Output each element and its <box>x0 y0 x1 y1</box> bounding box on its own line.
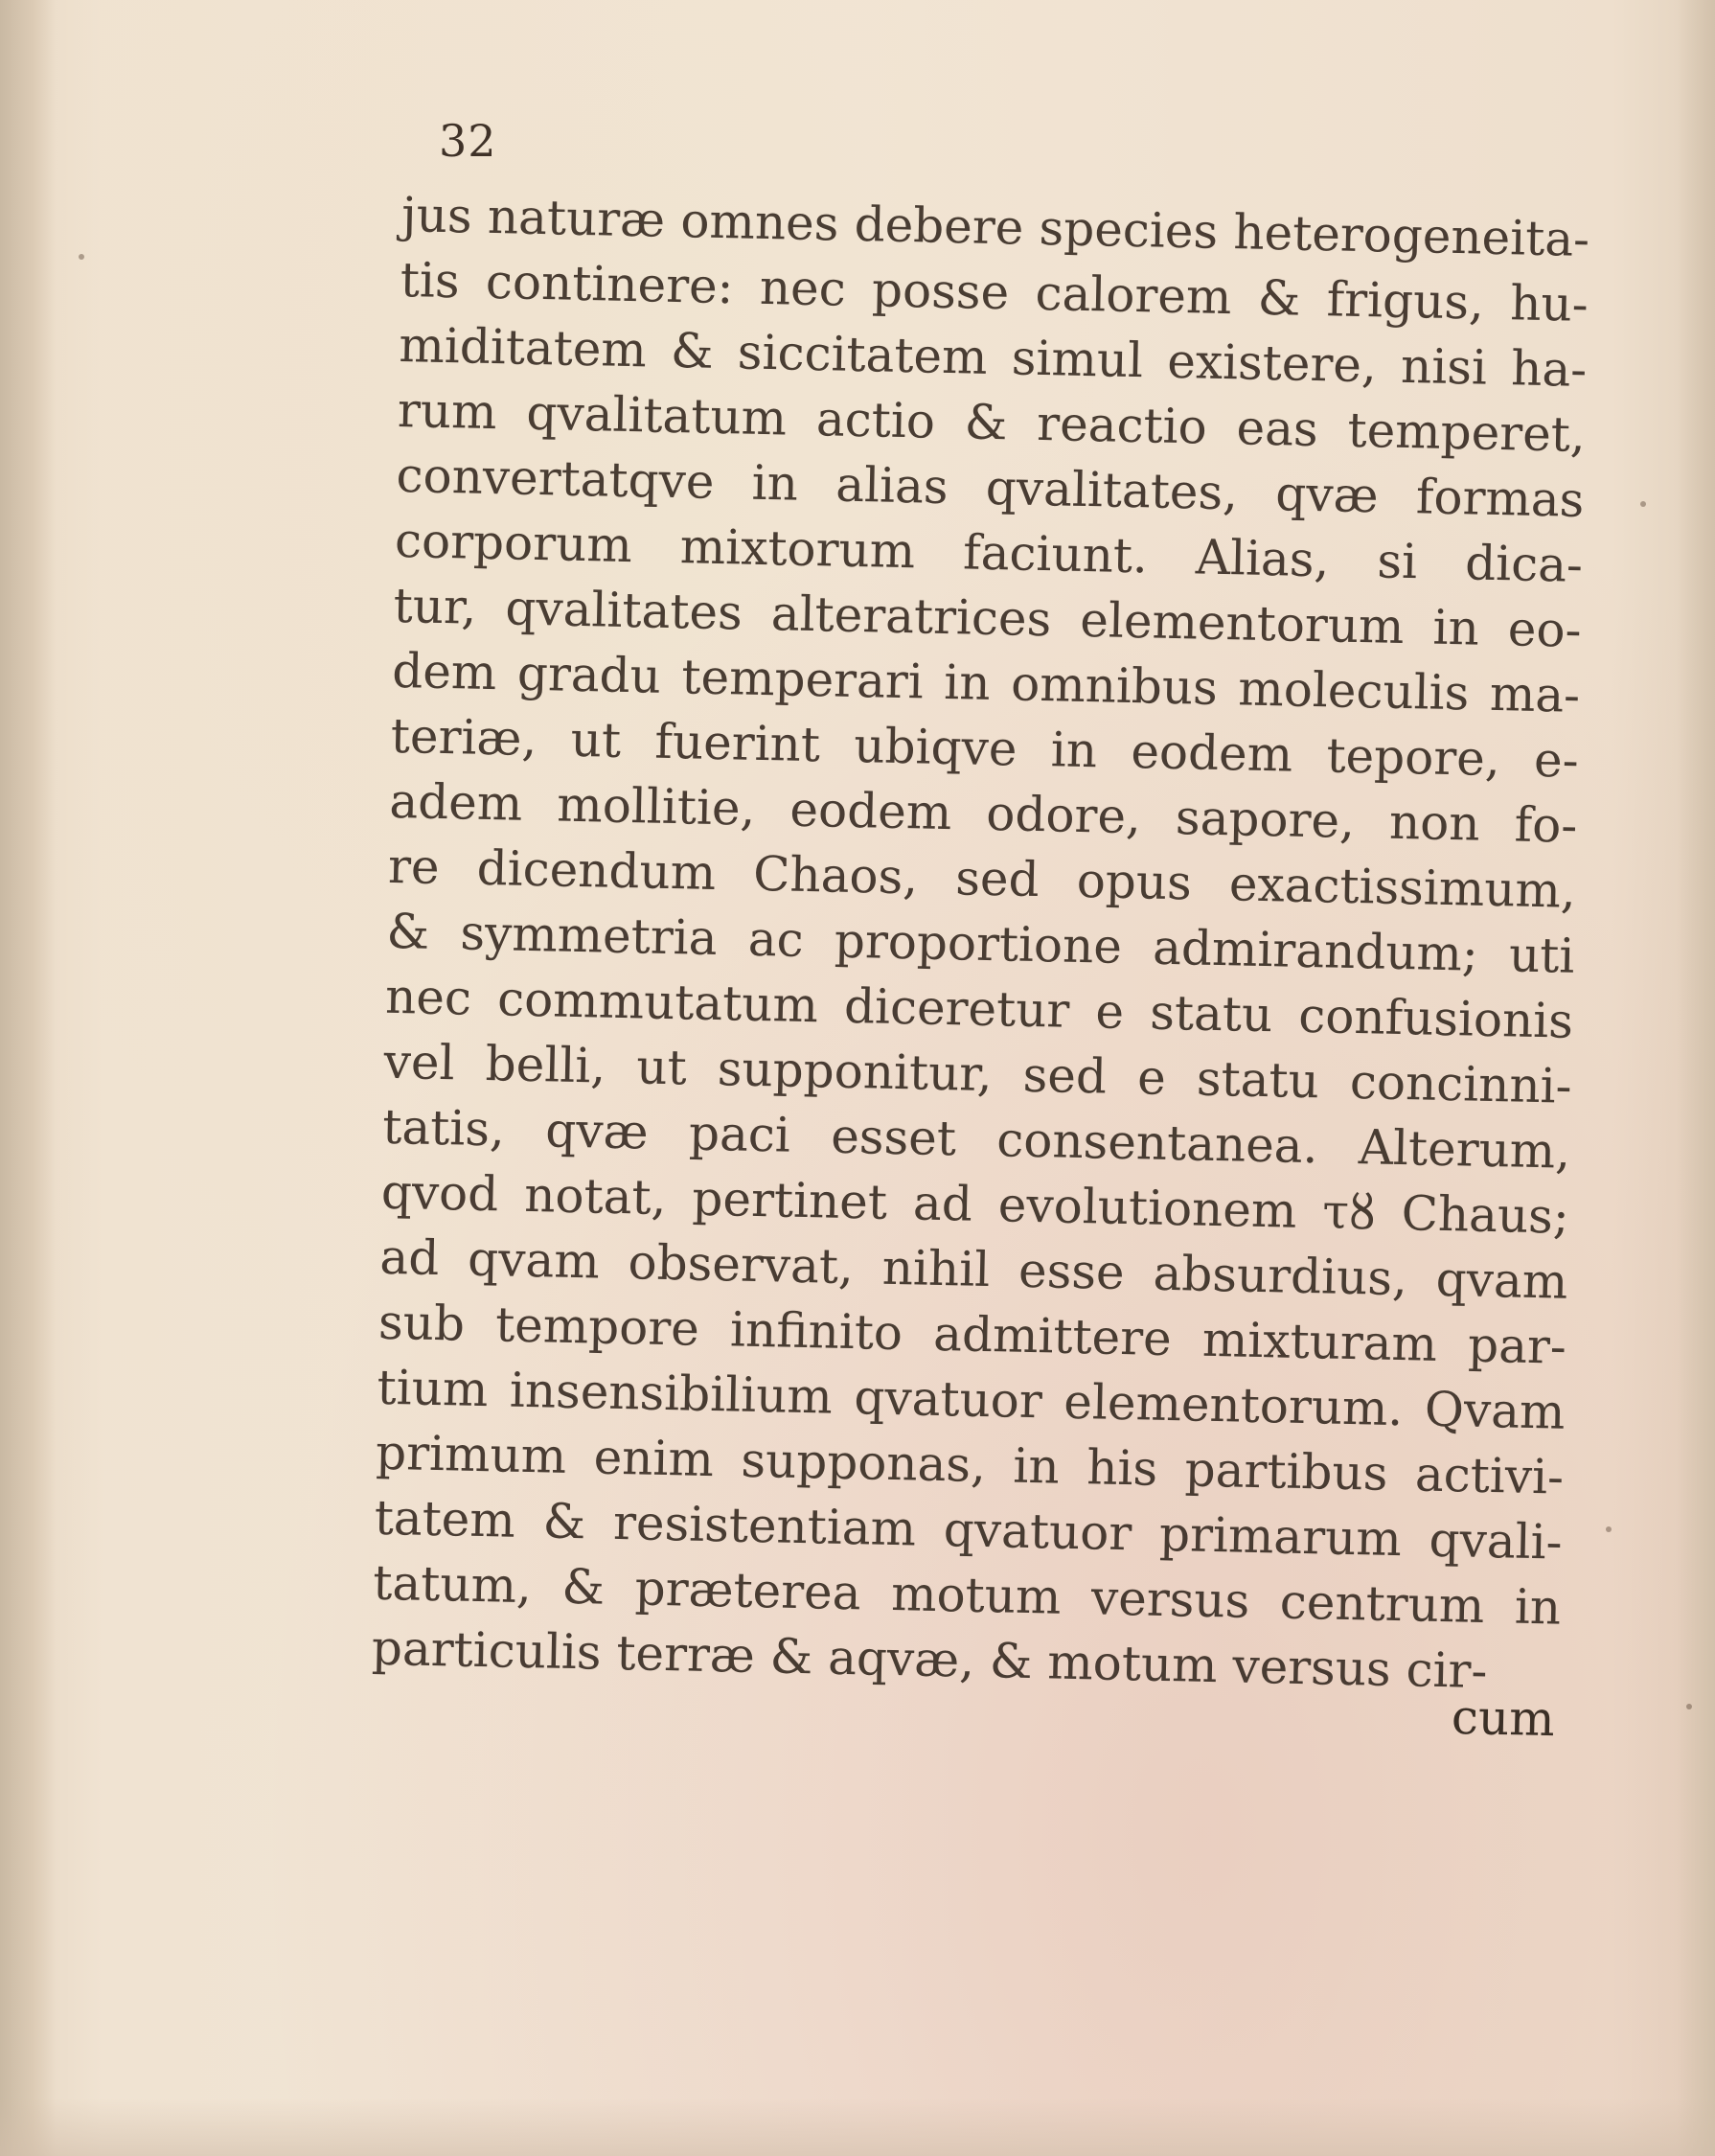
text-line: ad qvam observat, nihil esse absurdius, qvam <box>378 1228 1568 1310</box>
text-line: miditatem & siccitatem simul existere, nisi ha- <box>398 316 1588 398</box>
text-line: tis continere: nec posse calorem & frigus, hu- <box>400 251 1589 333</box>
text-line: sub tempore infinito admittere mixturam par- <box>377 1294 1567 1375</box>
paper-speck <box>1686 1704 1692 1709</box>
text-line: particulis terræ & aqvæ, & motum versus cir- <box>371 1619 1488 1700</box>
body-text <box>371 182 1589 1706</box>
text-line: dem gradu temperari in omnibus moleculis ma- <box>391 642 1581 723</box>
page-gutter-edge <box>0 0 56 2156</box>
text-line: tatum, & præterea motum versus centrum in <box>372 1554 1562 1636</box>
paper-speck <box>1606 1526 1612 1532</box>
text-line: tatis, qvæ paci esset consentanea. Alterum, <box>381 1098 1571 1180</box>
text-line: teriæ, ut fuerint ubiqve in eodem tepore, e- <box>390 707 1580 789</box>
page-bottom-shade <box>0 2099 1715 2156</box>
text-line: convertatqve in alias qvalitates, qvæ formas <box>395 447 1585 528</box>
text-line: & symmetria ac proportione admirandum; uti <box>386 903 1575 984</box>
text-line: re dicendum Chaos, sed opus exactissimum, <box>387 837 1577 919</box>
text-line: jus naturæ omnes debere species heterogeneita- <box>400 186 1590 267</box>
text-line: vel belli, ut supponitur, sed e statu concinni- <box>383 1033 1573 1114</box>
page-outer-edge <box>1677 0 1715 2156</box>
text-line: tatem & resistentiam qvatuor primarum qvali- <box>374 1489 1564 1571</box>
text-line: corporum mixtorum faciunt. Alias, si dica- <box>394 512 1584 593</box>
text-line: adem mollitie, eodem odore, sapore, non fo- <box>388 772 1578 854</box>
text-line: tur, qvalitates alteratrices elementorum in eo- <box>393 577 1583 658</box>
paper-speck <box>79 254 84 260</box>
text-line: qvod notat, pertinet ad evolutionem τȣ Chaus; <box>380 1163 1570 1245</box>
catchword: cum <box>1451 1688 1556 1748</box>
page-number: 32 <box>439 115 497 167</box>
text-line: tium insensibilium qvatuor elementorum. Qvam <box>377 1359 1566 1440</box>
text-line: rum qvalitatum actio & reactio eas temperet, <box>397 381 1587 463</box>
text-line: nec commutatum diceretur e statu confusionis <box>384 968 1574 1049</box>
text-line: primum enim supponas, in his partibus activi- <box>375 1424 1565 1505</box>
paper-speck <box>1640 501 1646 507</box>
